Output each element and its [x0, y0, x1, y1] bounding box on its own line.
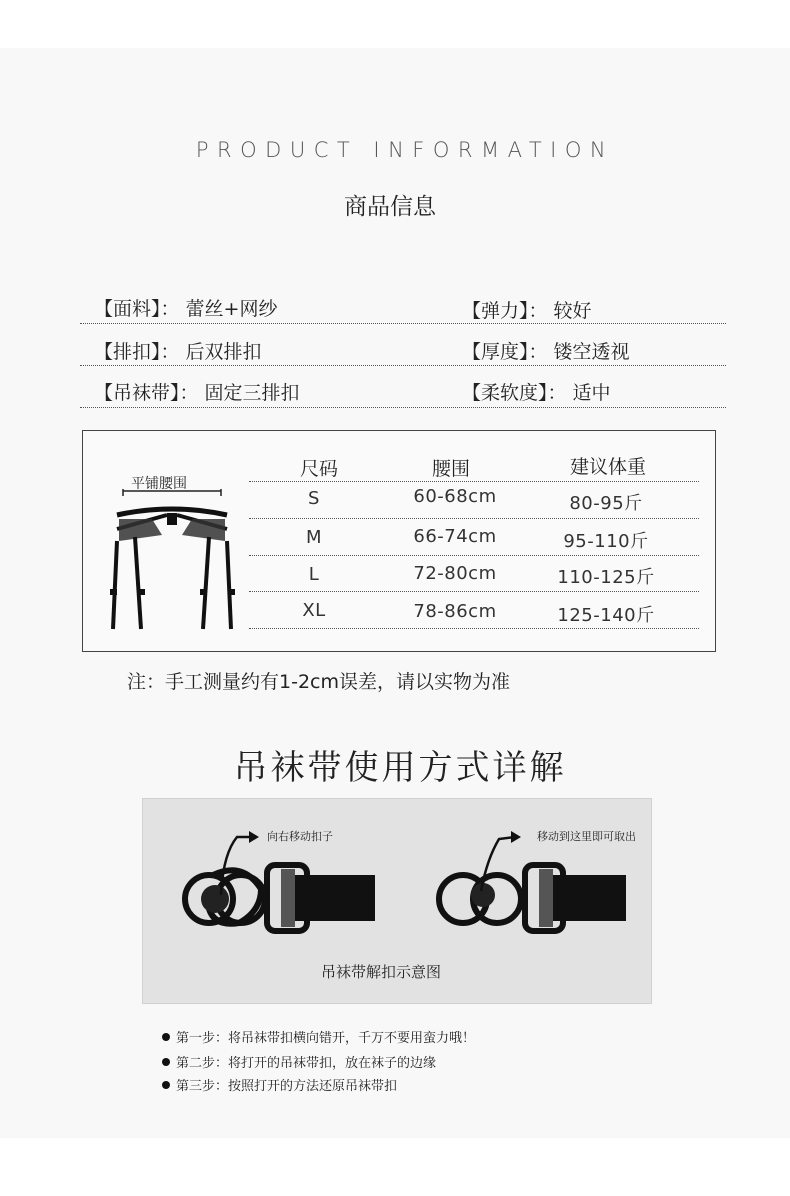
divider: [80, 323, 726, 324]
usage-title: 吊袜带使用方式详解: [233, 748, 567, 788]
attr-elasticity: 【弹力】： 较好: [462, 300, 592, 322]
cell-weight: 95-110斤: [563, 531, 649, 552]
step-text: 第三步：按照打开的方法还原吊袜带扣: [176, 1079, 398, 1094]
callout-release: 移动到这里即可取出: [537, 830, 636, 843]
table-divider: [249, 628, 699, 629]
cell-size: L: [308, 564, 320, 585]
table-divider: [249, 591, 699, 592]
header-size: 尺码: [299, 458, 338, 480]
callout-move-right: 向右移动扣子: [267, 830, 333, 843]
flat-waist-label: 平铺腰围: [131, 476, 187, 492]
cell-waist: 78-86cm: [413, 601, 497, 622]
header-weight: 建议体重: [569, 456, 646, 478]
step-two: [162, 1052, 436, 1071]
divider: [80, 365, 726, 366]
attr-thickness: 【厚度】： 镂空透视: [462, 341, 630, 363]
diagram-caption: 吊袜带解扣示意图: [321, 963, 442, 981]
cell-weight: 80-95斤: [569, 493, 643, 514]
title-english: PRODUCT INFORMATION: [195, 138, 615, 162]
cell-size: S: [308, 488, 320, 509]
attr-fabric: 【面料】： 蕾丝+网纱: [94, 298, 278, 320]
size-chart-box: [82, 430, 716, 652]
table-divider: [249, 481, 699, 482]
step-text: 第一步：将吊袜带扣横向错开，千万不要用蛮力哦！: [176, 1031, 476, 1046]
cell-weight: 125-140斤: [557, 605, 655, 626]
attr-buckle: 【排扣】： 后双排扣: [94, 341, 262, 363]
measurement-note: 注：手工测量约有1-2cm误差，请以实物为准: [127, 671, 510, 693]
step-three: [162, 1075, 397, 1094]
attr-softness: 【柔软度】： 适中: [462, 382, 611, 404]
cell-waist: 60-68cm: [413, 486, 497, 507]
header-waist: 腰围: [431, 458, 470, 480]
cell-weight: 110-125斤: [557, 567, 655, 588]
cell-size: XL: [302, 600, 326, 621]
garter-belt-illustration: [107, 489, 237, 639]
step-one: [162, 1027, 475, 1046]
bullet-icon: [162, 1081, 170, 1089]
cell-waist: 66-74cm: [413, 526, 497, 547]
bullet-icon: [162, 1058, 170, 1066]
divider: [80, 407, 726, 408]
table-divider: [249, 555, 699, 556]
table-divider: [249, 518, 699, 519]
step-text: 第二步：将打开的吊袜带扣，放在袜子的边缘: [176, 1056, 437, 1071]
title-chinese: 商品信息: [344, 194, 436, 220]
bullet-icon: [162, 1033, 170, 1041]
cell-waist: 72-80cm: [413, 563, 497, 584]
attr-garter: 【吊袜带】： 固定三排扣: [94, 382, 300, 404]
unclasp-diagram: [142, 798, 652, 1004]
cell-size: M: [305, 527, 323, 548]
